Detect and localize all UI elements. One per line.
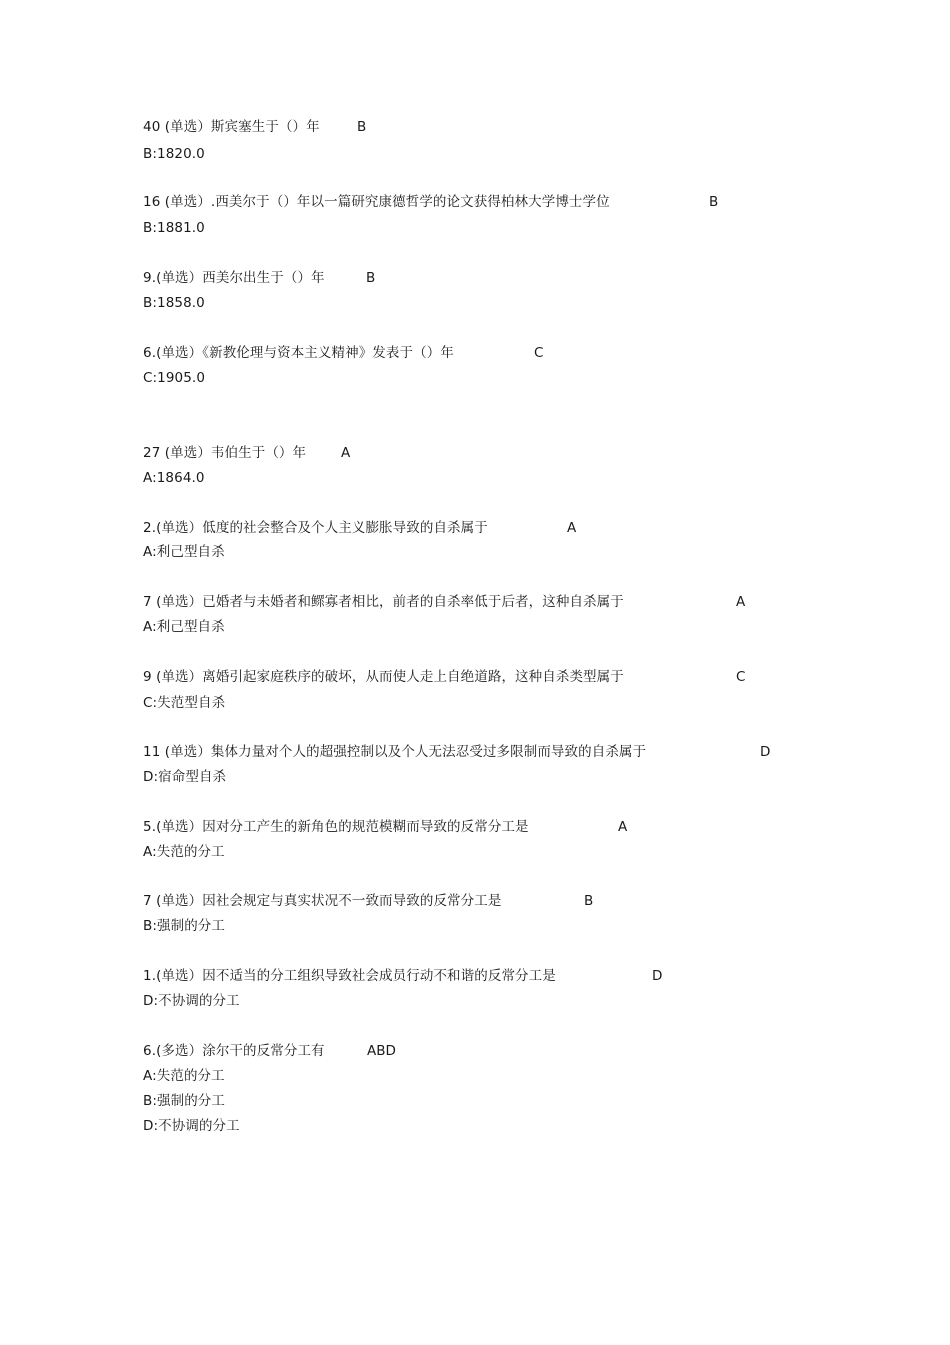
answer-option: B:1820.0 xyxy=(143,146,205,162)
answer-key: A xyxy=(618,819,628,835)
answer-key: C xyxy=(736,669,746,685)
answer-option: D:不协调的分工 xyxy=(143,993,240,1009)
question-text: 11 (单选）集体力量对个人的超强控制以及个人无法忍受过多限制而导致的自杀属于 xyxy=(143,744,647,760)
answer-key: A xyxy=(567,520,577,536)
answer-key: ABD xyxy=(367,1043,396,1059)
answer-key: B xyxy=(357,119,367,135)
answer-option: B:1881.0 xyxy=(143,220,205,236)
question-text: 6.(多选）涂尔干的反常分工有 xyxy=(143,1043,325,1059)
question-text: 27 (单选）韦伯生于（）年 xyxy=(143,445,307,461)
answer-option: A:失范的分工 xyxy=(143,844,225,860)
question-text: 7 (单选）因社会规定与真实状况不一致而导致的反常分工是 xyxy=(143,893,502,909)
question-text: 7 (单选）已婚者与未婚者和鳏寡者相比，前者的自杀率低于后者，这种自杀属于 xyxy=(143,594,624,610)
answer-option: D:不协调的分工 xyxy=(143,1118,240,1134)
answer-option: A:1864.0 xyxy=(143,470,205,486)
answer-key: C xyxy=(534,345,544,361)
answer-option: A:利己型自杀 xyxy=(143,544,225,560)
question-text: 16 (单选）.西美尔于（）年以一篇研究康德哲学的论文获得柏林大学博士学位 xyxy=(143,194,610,210)
question-text: 9 (单选）离婚引起家庭秩序的破坏，从而使人走上自绝道路，这种自杀类型属于 xyxy=(143,669,624,685)
answer-key: D xyxy=(760,744,771,760)
answer-key: A xyxy=(341,445,351,461)
answer-option: B:强制的分工 xyxy=(143,918,226,934)
answer-key: B xyxy=(709,194,719,210)
answer-key: D xyxy=(652,968,663,984)
question-text: 5.(单选）因对分工产生的新角色的规范模糊而导致的反常分工是 xyxy=(143,819,529,835)
answer-option: B:强制的分工 xyxy=(143,1093,226,1109)
answer-key: B xyxy=(584,893,594,909)
answer-option: C:失范型自杀 xyxy=(143,695,226,711)
question-text: 1.(单选）因不适当的分工组织导致社会成员行动不和谐的反常分工是 xyxy=(143,968,556,984)
answer-option: A:利己型自杀 xyxy=(143,619,225,635)
question-text: 6.(单选）《新教伦理与资本主义精神》发表于（）年 xyxy=(143,345,454,361)
answer-option: C:1905.0 xyxy=(143,370,206,386)
answer-option: A:失范的分工 xyxy=(143,1068,225,1084)
answer-key: B xyxy=(366,270,376,286)
question-text: 40 (单选）斯宾塞生于（）年 xyxy=(143,119,320,135)
question-text: 9.(单选）西美尔出生于（）年 xyxy=(143,270,325,286)
answer-option: D:宿命型自杀 xyxy=(143,769,227,785)
answer-key: A xyxy=(736,594,746,610)
question-text: 2.(单选）低度的社会整合及个人主义膨胀导致的自杀属于 xyxy=(143,520,488,536)
answer-option: B:1858.0 xyxy=(143,295,205,311)
